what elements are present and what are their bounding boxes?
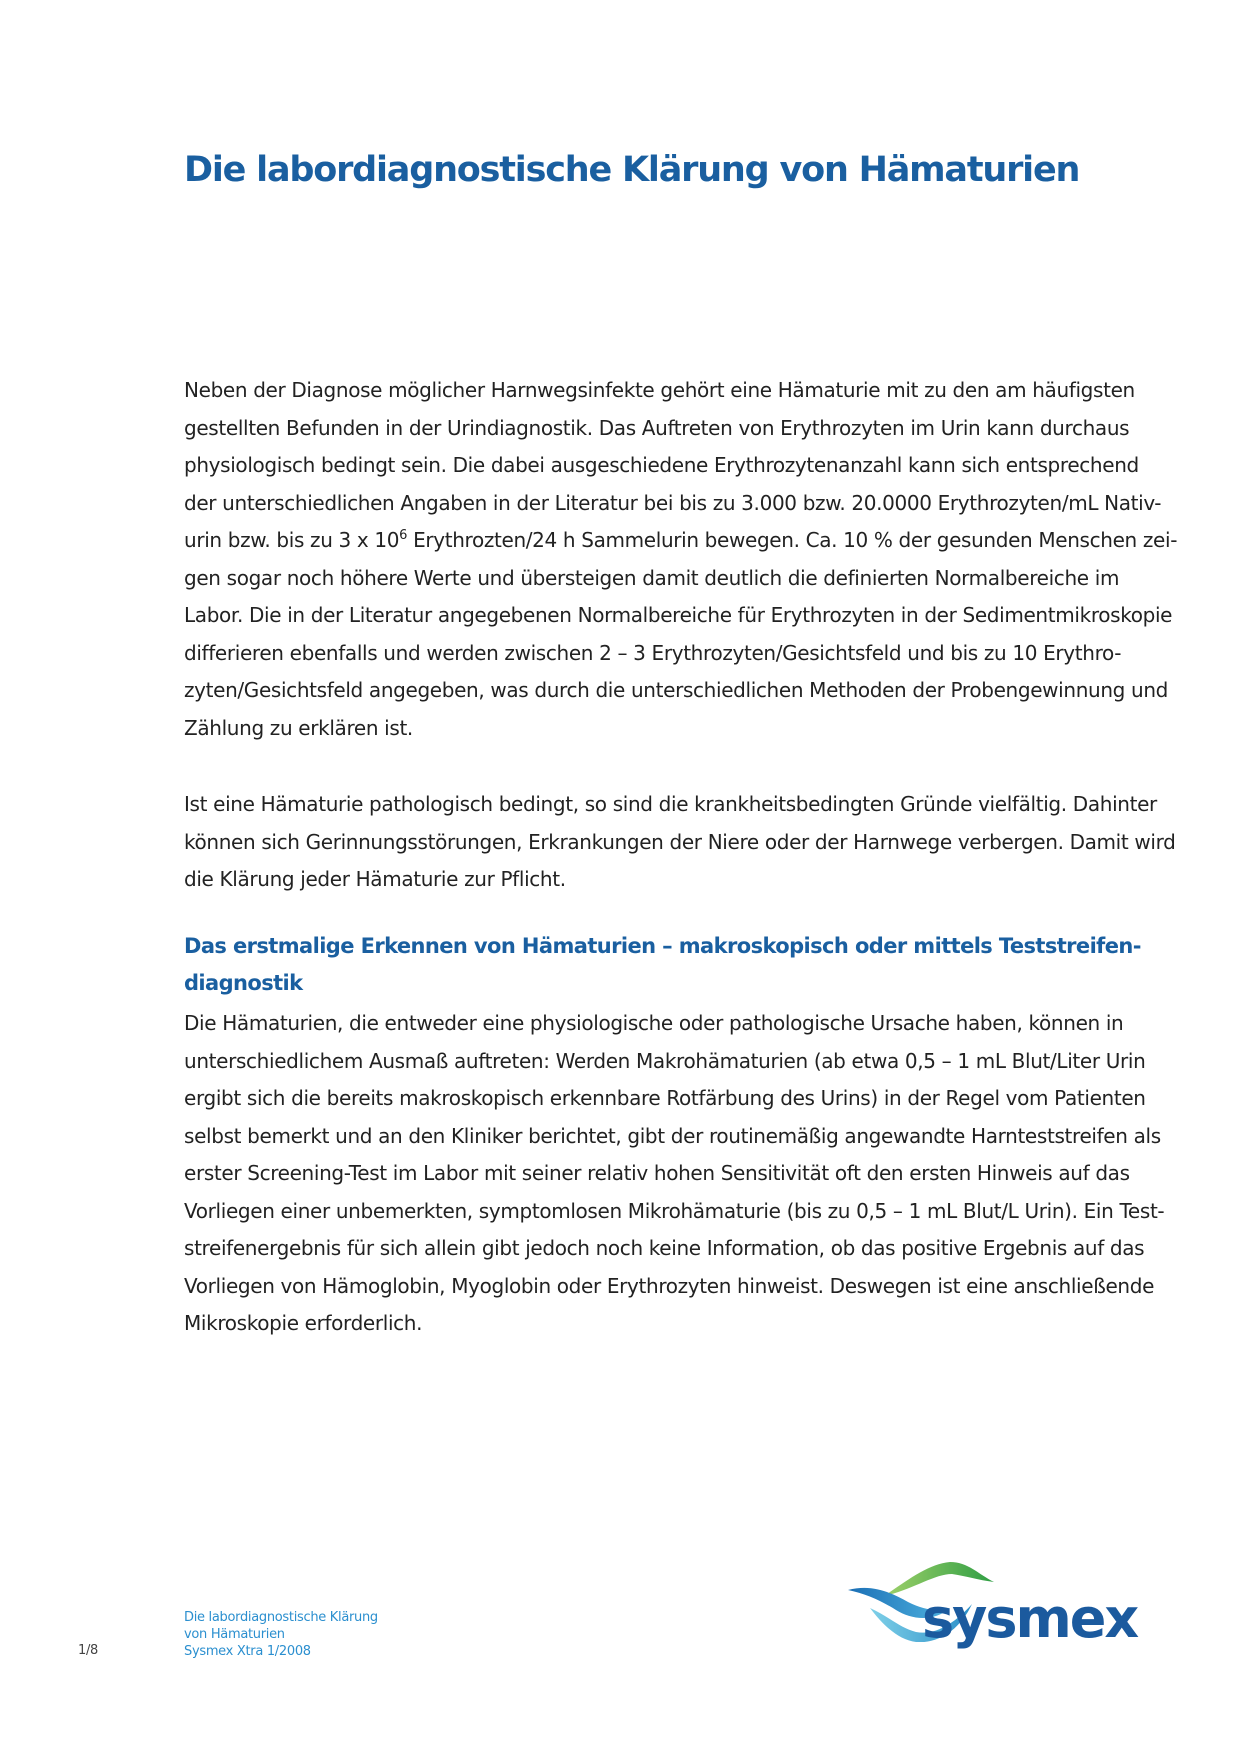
text-line: der unterschiedlichen Angaben in der Literatur bei bis zu 3.000 bzw. 20.0000 Erythrozyten/mL Nativ-: [184, 490, 1162, 515]
text-line: können sich Gerinnungsstörungen, Erkrankungen der Niere oder der Harnwege verbergen. Damit wird: [184, 829, 1176, 854]
text-line: erster Screening-Test im Labor mit seiner relativ hohen Sensitivität oft den ersten Hinweis auf das: [184, 1161, 1130, 1185]
text-line: Vorliegen einer unbemerkten, symptomlosen Mikrohämaturie (bis zu 0,5 – 1 mL Blut/L Urin). Ein Test-: [184, 1198, 1165, 1223]
text-line: [184, 522, 1178, 560]
heading-line: Das erstmalige Erkennen von Hämaturien – makroskopisch oder mittels Teststreifen-: [184, 934, 1141, 958]
logo-wordmark: sysmex: [922, 1587, 1138, 1650]
text-line: Ist eine Hämaturie pathologisch bedingt, so sind die krankheitsbedingten Gründe vielfältig. Dahinter: [184, 792, 1157, 816]
text-line: gestellten Befunden in der Urindiagnostik. Das Auftreten von Erythrozyten im Urin kann durchaus: [184, 415, 1130, 440]
footer-ref-line: Sysmex Xtra 1/2008: [184, 1644, 311, 1659]
text-line: gen sogar noch höhere Werte und übersteigen damit deutlich die definierten Normalbereiche im: [184, 565, 1120, 590]
text-line: streifenergebnis für sich allein gibt jedoch noch keine Information, ob das positive Ergebnis auf das: [184, 1236, 1145, 1260]
superscript: 6: [399, 528, 408, 543]
pathology-paragraph: [184, 786, 1176, 899]
heading-line: diagnostik: [184, 971, 303, 995]
page-title: Die labordiagnostische Klärung von Hämaturien: [184, 150, 1080, 190]
footer-ref-line: Die labordiagnostische Klärung: [184, 1610, 378, 1625]
text-line: Vorliegen von Hämoglobin, Myoglobin oder Erythrozyten hinweist. Deswegen ist eine anschließende: [184, 1273, 1155, 1298]
text-line: Mikroskopie erforderlich.: [184, 1311, 423, 1335]
section-heading: [184, 928, 1169, 1002]
text-line: Labor. Die in der Literatur angegebenen Normalbereiche für Erythrozyten in der Sedimentmikroskopie: [184, 603, 1173, 627]
text-line: physiologisch bedingt sein. Die dabei ausgeschiedene Erythrozytenanzahl kann sich entsprechend: [184, 453, 1139, 477]
text-fragment: urin bzw. bis zu 3 x 10: [184, 528, 400, 552]
footer-reference: [184, 1609, 378, 1660]
text-line: zyten/Gesichtsfeld angegeben, was durch die unterschiedlichen Methoden der Probengewinnung und: [184, 678, 1169, 702]
text-line: ergibt sich die bereits makroskopisch erkennbare Rotfärbung des Urins) in der Regel vom Patienten: [184, 1086, 1146, 1110]
text-fragment: Erythrozten/24 h Sammelurin bewegen. Ca. 10 % der gesunden Menschen zei-: [407, 528, 1178, 552]
sysmex-logo: [846, 1562, 1146, 1664]
text-line: differieren ebenfalls und werden zwischen 2 – 3 Erythrozyten/Gesichtsfeld und bis zu 10 Erythro-: [184, 640, 1122, 665]
text-line: selbst bemerkt und an den Kliniker berichtet, gibt der routinemäßig angewandte Harnteststreifen als: [184, 1123, 1161, 1148]
text-line: Die Hämaturien, die entweder eine physiologische oder pathologische Ursache haben, können in: [184, 1011, 1124, 1035]
intro-paragraph: [184, 372, 1178, 747]
page-number: 1/8: [78, 1643, 99, 1658]
detection-paragraph: [184, 1005, 1169, 1343]
footer-ref-line: von Hämaturien: [184, 1627, 285, 1642]
text-line: Zählung zu erklären ist.: [184, 715, 413, 740]
text-line: unterschiedlichem Ausmaß auftreten: Werden Makrohämaturien (ab etwa 0,5 – 1 mL Blut/Liter Urin: [184, 1048, 1146, 1073]
text-line: die Klärung jeder Hämaturie zur Pflicht.: [184, 867, 566, 891]
text-line: Neben der Diagnose möglicher Harnwegsinfekte gehört eine Hämaturie mit zu den am häufigsten: [184, 378, 1135, 402]
